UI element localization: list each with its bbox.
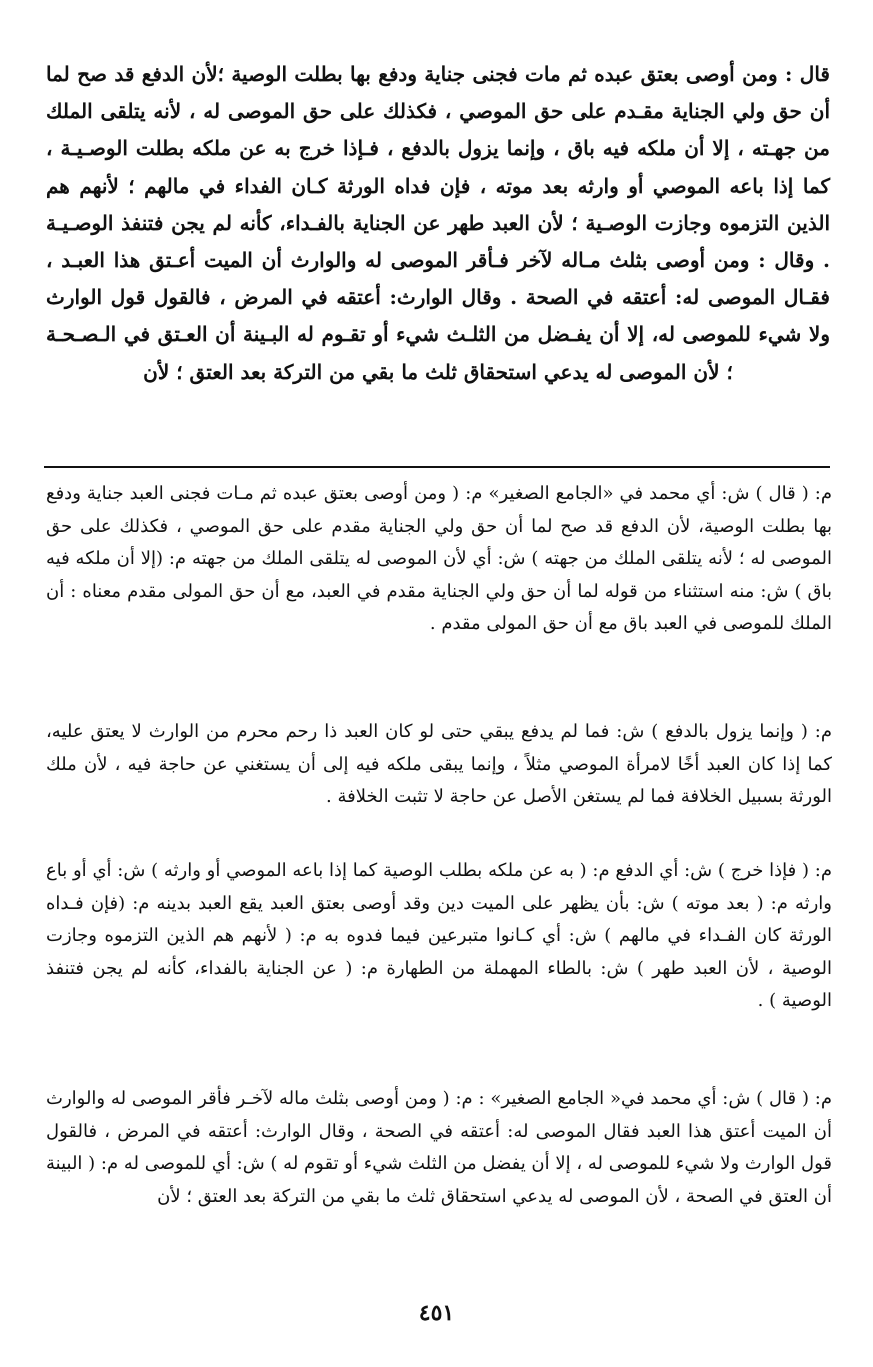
commentary-paragraph-1	[46, 478, 832, 641]
main-paragraph: قال : ومن أوصى بعتق عبده ثم مات فجنى جناية ودفع بها بطلت الوصية ؛لأن الدفع قد صح لما أن حق ولي الجناية مقـدم على حق الموصي ، فكذلك على حق الموصى له ، لأنه يتلقى الملك من جهـته ، إلا أن ملكه فيه باق ، وإنما يزول بالدفع ، فـإذا خرج به عن ملكه بطلت الوصـيـة ، كما إذا باعه الموصي أو وارثه بعد موته ، فإن فداه الورثة كـان الفداء في مالهم ؛ لأنهم هم الذين التزموه وجازت الوصـية ؛ لأن العبد طهر عن الجناية بالفـداء، كأنه لم يجن فتنفذ الوصـيـة . وقال : ومن أوصى بثلث مـاله لآخر فـأقر الموصى له والوارث أن الميت أعـتق هذا العبـد ، فقـال الموصى له: أعتقه في الصحة . وقال الوارث: أعتقه في المرض ، فالقول قول الوارث ولا شيء للموصى له، إلا أن يفـضل من الثلـث شيء أو تقـوم له البـينة أن العـتق في الـصـحـة ؛ لأن الموصى له يدعي استحقاق ثلث ما بقي من التركة بعد العتق ؛ لأن	[46, 62, 830, 384]
commentary-paragraph-3	[46, 855, 832, 1018]
commentary-text: م: ( قال ) ش: أي محمد في «الجامع الصغير» م: ( ومن أوصى بعتق عبده ثم مـات فجنى العبد جناية ودفع بها بطلت الوصية، لأن الدفع قد صح لما أن حق ولي الجناية مقدم على حق الموصي ، فكذلك على حق الموصى له ؛ لأنه يتلقى الملك من جهته ) ش: أي لأن الموصى له يتلقى الملك من جهته م: (إلا أن ملكه فيه باق ) ش: منه استثناء من قوله لما أن حق ولي الجناية مقدم في العبد، مع أن حق المولى مقدم معناه : أن الملك للموصى في العبد باق مع أن حق المولى مقدم .	[46, 483, 832, 635]
commentary-text: م: ( وإنما يزول بالدفع ) ش: فما لم يدفع يبقي حتى لو كان العبد ذا رحم محرم من الوارث لا يعتق عليه، كما إذا كان العبد أخًا لامرأة الموصي مثلاً ، وإنما يبقى ملكه فيه إلى أن يستغني عن حاجة فيه ، لأن ملك الورثة بسبيل الخلافة فما لم يستغن الأصل عن حاجة لا تثبت الخلافة .	[46, 721, 832, 808]
separator-rule	[44, 466, 830, 468]
commentary-paragraph-4	[46, 1083, 832, 1213]
main-text	[46, 56, 830, 391]
page-number: ٤٥١	[418, 1300, 455, 1326]
commentary-text: م: ( قال ) ش: أي محمد في« الجامع الصغير» : م: ( ومن أوصى بثلث ماله لآخـر فأقر الموصى له والوارث أن الميت أعتق هذا العبد فقال الموصى له: أعتقه في الصحة ، وقال الوارث: أعتقه في المرض ، فالقول قول الوارث ولا شيء للموصى له ، إلا أن يفضل من الثلث شيء أو تقوم له ) ش: أي للموصى له م: ( البينة أن العتق في الصحة ، لأن الموصى له يدعي استحقاق ثلث ما بقي من التركة بعد العتق ؛ لأن	[46, 1088, 832, 1207]
commentary-paragraph-2	[46, 716, 832, 814]
commentary-text: م: ( فإذا خرج ) ش: أي الدفع م: ( به عن ملكه بطلب الوصية كما إذا باعه الموصي أو وارثه ) ش: أي أو باع وارثه م: ( بعد موته ) ش: بأن يظهر على الميت دين وقد أوصى بعتق العبد يقع العبد بدينه م: (فإن فـداه الورثة كان الفـداء في مالهم ) ش: أي كـانوا متبرعين فيما فدوه به م: ( لأنهم هم الذين التزموه وجازت الوصية ، لأن العبد طهر ) ش: بالطاء المهملة من الطهارة م: ( عن الجناية بالفداء، كأنه لم يجن فتنفذ الوصية ) .	[46, 860, 833, 1012]
